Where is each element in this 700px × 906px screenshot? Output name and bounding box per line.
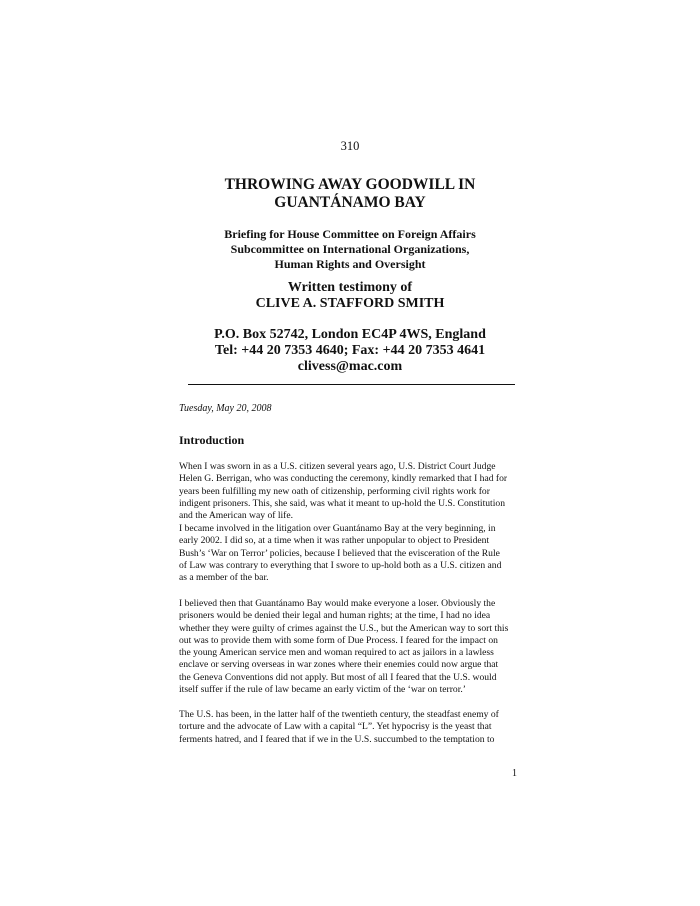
briefing-subtitle — [0, 227, 700, 272]
paragraph — [179, 461, 534, 522]
email-line: clivess@mac.com — [297, 359, 403, 374]
briefing-line: Human Rights and Oversight — [274, 257, 426, 271]
footer-page-number: 1 — [512, 768, 517, 779]
page-number: 310 — [340, 139, 360, 153]
paragraph-line: years been fulfilling my new oath of citizenship, performing civil rights work for — [179, 485, 490, 497]
horizontal-rule — [188, 384, 515, 385]
paragraph-line: Helen G. Berrigan, who was conducting the ceremony, kindly remarked that I had for — [179, 473, 508, 485]
paragraph-line: the young American service men and woman required to act as jailors in a lawless — [179, 647, 494, 659]
title-line: GUANTÁNAMO BAY — [274, 194, 426, 211]
paragraph-line: When I was sworn in as a U.S. citizen several years ago, U.S. District Court Judge — [179, 461, 496, 472]
briefing-line: Subcommittee on International Organizations, — [230, 242, 470, 256]
address-line: P.O. Box 52742, London EC4P 4WS, England — [214, 327, 486, 342]
paragraph-line: and the American way of life. — [179, 510, 294, 522]
briefing-line: Briefing for House Committee on Foreign Affairs — [224, 227, 476, 241]
paragraph-line: Bush’s ‘War on Terror’ policies, because I believed that the evisceration of the Rule — [179, 547, 500, 559]
paragraph-line: I became involved in the litigation over Guantánamo Bay at the very beginning, in — [179, 523, 496, 534]
contact-address — [0, 327, 700, 375]
document-date: Tuesday, May 20, 2008 — [179, 403, 272, 414]
paragraph-line: of Law was contrary to everything that I swore to up-hold both as a U.S. citizen and — [179, 559, 502, 571]
testimony-line: CLIVE A. STAFFORD SMITH — [255, 296, 445, 311]
paragraph-line: torture and the advocate of Law with a capital “L”. Yet hypocrisy is the yeast that — [179, 721, 492, 733]
testimony-author — [0, 280, 700, 312]
paragraph — [179, 523, 534, 584]
paragraph-line: out was to provide them with some form of Due Process. I feared for the impact on — [179, 634, 498, 646]
paragraph — [179, 709, 534, 746]
paragraph-line: indigent prisoners. This, she said, was what it meant to up-hold the U.S. Constitution — [179, 497, 505, 509]
paragraph-line: The U.S. has been, in the latter half of the twentieth century, the steadfast enemy of — [179, 709, 499, 720]
paragraph-line: the Geneva Conventions did not apply. But most of all I feared that the U.S. would — [179, 671, 497, 683]
paragraph-line: itself suffer if the rule of law became an early victim of the ‘war on terror.’ — [179, 684, 466, 696]
paragraph-line: early 2002. I did so, at a time when it was rather unpopular to object to President — [179, 535, 490, 547]
paragraph-line: prisoners would be denied their legal and human rights; at the time, I had no idea — [179, 610, 491, 622]
paragraph-line: whether they were guilty of crimes against the U.S., but the American way to sort this — [179, 622, 509, 634]
address-line: Tel: +44 20 7353 4640; Fax: +44 20 7353 4641 — [214, 343, 486, 358]
title-line: THROWING AWAY GOODWILL IN — [224, 176, 476, 193]
paragraph-line: ferments hatred, and I feared that if we in the U.S. succumbed to the temptation to — [179, 733, 495, 745]
paragraph-line: enclave or serving overseas in war zones where their enemies could now argue that — [179, 659, 499, 671]
paragraph-line: I believed then that Guantánamo Bay would make everyone a loser. Obviously the — [179, 598, 496, 609]
document-title — [0, 176, 700, 212]
section-heading: Introduction — [179, 433, 245, 447]
paragraph-line: as a member of the bar. — [179, 572, 269, 584]
testimony-line: Written testimony of — [287, 280, 413, 295]
paragraph — [179, 598, 534, 696]
